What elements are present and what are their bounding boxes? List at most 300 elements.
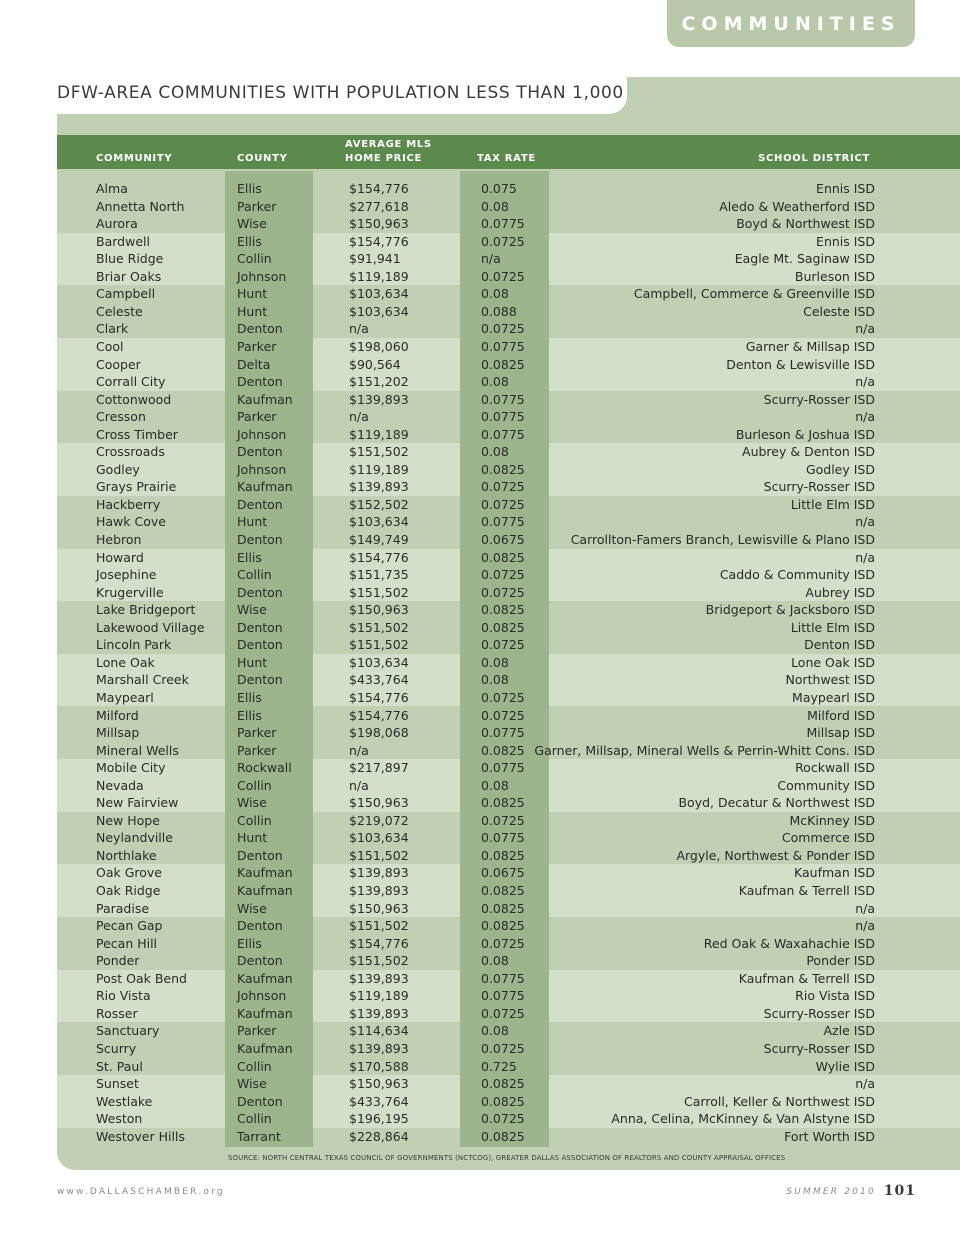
- tax-rate-cell: 0.08: [481, 198, 509, 214]
- community-cell: Briar Oaks: [96, 268, 162, 284]
- county-cell: Ellis: [237, 689, 262, 705]
- header-price-line2: HOME PRICE: [345, 153, 423, 164]
- county-cell: Denton: [237, 532, 283, 547]
- table-row: [57, 513, 960, 531]
- table-row: [57, 584, 960, 602]
- header-tax: TAX RATE: [477, 153, 536, 164]
- county-cell: Denton: [237, 1093, 283, 1109]
- school-district-cell: Lone Oak ISD: [791, 654, 875, 670]
- tax-rate-cell: 0.0725: [481, 233, 525, 249]
- county-cell: Parker: [237, 338, 277, 354]
- price-cell: $150,963: [349, 795, 409, 811]
- school-district-cell: Little Elm ISD: [790, 496, 875, 512]
- table-row: [57, 250, 960, 268]
- header-community: COMMUNITY: [96, 153, 173, 164]
- school-district-cell: McKinney ISD: [789, 812, 875, 828]
- county-cell: Wise: [237, 602, 267, 618]
- school-district-cell: Godley ISD: [805, 461, 875, 477]
- community-cell: Godley: [96, 461, 140, 477]
- school-district-cell: Scurry-Rosser ISD: [763, 479, 875, 495]
- school-district-cell: Celeste ISD: [803, 303, 875, 319]
- community-cell: Josephine: [96, 567, 157, 583]
- school-district-cell: Bridgeport & Jacksboro ISD: [705, 602, 875, 618]
- price-cell: $119,189: [349, 988, 409, 1004]
- table-row: [57, 1040, 960, 1058]
- price-cell: $433,764: [349, 1093, 409, 1109]
- school-district-cell: Ponder ISD: [806, 953, 875, 969]
- community-cell: Scurry: [96, 1040, 137, 1056]
- tax-rate-cell: 0.0775: [481, 391, 525, 407]
- tax-rate-cell: 0.0725: [481, 935, 525, 951]
- county-cell: Denton: [237, 496, 283, 512]
- price-cell: $139,893: [349, 883, 409, 898]
- community-cell: New Hope: [96, 812, 160, 828]
- tax-rate-cell: 0.0725: [481, 1111, 525, 1127]
- price-cell: $139,893: [349, 865, 409, 881]
- county-cell: Collin: [237, 251, 272, 267]
- table-row: [57, 1128, 960, 1146]
- table-row: [57, 426, 960, 444]
- county-cell: Ellis: [237, 707, 262, 723]
- table-row: [57, 742, 960, 760]
- school-district-cell: Aubrey ISD: [805, 584, 875, 600]
- community-cell: Hawk Cove: [96, 514, 166, 530]
- county-cell: Parker: [237, 198, 277, 214]
- table-row: [57, 549, 960, 567]
- school-district-cell: Maypearl ISD: [792, 689, 875, 705]
- school-district-cell: n/a: [855, 549, 875, 565]
- tax-rate-cell: 0.088: [481, 303, 517, 319]
- community-cell: St. Paul: [96, 1058, 143, 1074]
- header-price-line1: AVERAGE MLS: [345, 139, 432, 150]
- school-district-cell: Wylie ISD: [815, 1058, 875, 1074]
- tax-rate-cell: 0.0825: [481, 1093, 525, 1109]
- county-cell: Delta: [237, 356, 271, 372]
- price-cell: $114,634: [349, 1023, 409, 1039]
- community-cell: Crossroads: [96, 444, 165, 460]
- tax-rate-cell: 0.08: [481, 777, 509, 793]
- table-row: [57, 847, 960, 865]
- community-cell: Cross Timber: [96, 426, 178, 442]
- tax-rate-cell: 0.0725: [481, 268, 525, 284]
- table-row: [57, 654, 960, 672]
- price-cell: $139,893: [349, 1040, 409, 1056]
- county-cell: Parker: [237, 725, 277, 741]
- tax-rate-cell: 0.0725: [481, 584, 525, 600]
- price-cell: $150,963: [349, 1076, 409, 1092]
- tax-rate-cell: 0.0775: [481, 760, 525, 776]
- community-cell: Annetta North: [96, 198, 185, 214]
- price-cell: $119,189: [349, 461, 409, 477]
- price-cell: $154,776: [349, 549, 409, 565]
- footer-url: www.DALLASCHAMBER.org: [57, 1187, 225, 1197]
- price-cell: $151,502: [349, 847, 409, 863]
- school-district-cell: n/a: [855, 374, 875, 390]
- community-cell: Rio Vista: [96, 988, 151, 1004]
- tax-rate-cell: 0.08: [481, 1023, 509, 1039]
- table-row: [57, 285, 960, 303]
- price-cell: $151,735: [349, 567, 409, 583]
- county-cell: Kaufman: [237, 391, 293, 407]
- school-district-cell: Burleson ISD: [794, 268, 875, 284]
- price-cell: $151,502: [349, 953, 409, 969]
- county-cell: Denton: [237, 619, 283, 635]
- county-cell: Denton: [237, 584, 283, 600]
- price-cell: $277,618: [349, 198, 409, 214]
- community-cell: Pecan Gap: [96, 918, 163, 934]
- tax-rate-cell: 0.0775: [481, 426, 525, 442]
- table-row: [57, 478, 960, 496]
- table-row: [57, 391, 960, 409]
- community-cell: Mineral Wells: [96, 742, 179, 758]
- tax-rate-cell: 0.0725: [481, 707, 525, 723]
- table-row: [57, 566, 960, 584]
- table-row: [57, 952, 960, 970]
- tax-rate-cell: 0.0825: [481, 1128, 525, 1144]
- table-row: [57, 987, 960, 1005]
- tax-rate-cell: 0.0775: [481, 988, 525, 1004]
- school-district-cell: Commerce ISD: [781, 830, 875, 846]
- tax-rate-cell: 0.0825: [481, 356, 525, 372]
- table-row: [57, 759, 960, 777]
- tax-rate-cell: 0.0725: [481, 479, 525, 495]
- price-cell: $103,634: [349, 303, 409, 319]
- table-row: [57, 671, 960, 689]
- school-district-cell: Denton ISD: [804, 637, 875, 653]
- price-cell: n/a: [349, 777, 369, 793]
- tax-rate-cell: 0.0825: [481, 461, 525, 477]
- price-cell: $151,502: [349, 637, 409, 653]
- table-row: [57, 777, 960, 795]
- tax-rate-cell: 0.0825: [481, 847, 525, 863]
- community-cell: Lincoln Park: [96, 637, 172, 653]
- community-cell: Post Oak Bend: [96, 970, 187, 986]
- price-cell: $154,776: [349, 707, 409, 723]
- county-cell: Kaufman: [237, 883, 293, 898]
- header-school: SCHOOL DISTRICT: [758, 153, 870, 164]
- community-cell: Krugerville: [96, 584, 164, 600]
- county-cell: Wise: [237, 1076, 267, 1092]
- table-row: [57, 636, 960, 654]
- price-cell: $151,202: [349, 374, 409, 390]
- tax-rate-cell: 0.0675: [481, 865, 525, 881]
- school-district-cell: Ennis ISD: [816, 233, 875, 249]
- price-cell: n/a: [349, 409, 369, 425]
- table-row: [57, 970, 960, 988]
- community-cell: Lake Bridgeport: [96, 602, 196, 618]
- county-cell: Kaufman: [237, 865, 293, 881]
- table-row: [57, 198, 960, 216]
- price-cell: $151,502: [349, 584, 409, 600]
- tax-rate-cell: 0.0725: [481, 637, 525, 653]
- school-district-cell: Millsap ISD: [806, 725, 875, 741]
- price-cell: $150,963: [349, 216, 409, 232]
- community-cell: Nevada: [96, 777, 144, 793]
- table-row: [57, 443, 960, 461]
- tax-rate-cell: 0.0725: [481, 689, 525, 705]
- community-cell: Pecan Hill: [96, 935, 158, 951]
- community-cell: Rosser: [96, 1005, 138, 1021]
- school-district-cell: Scurry-Rosser ISD: [763, 1005, 875, 1021]
- price-cell: $151,502: [349, 918, 409, 934]
- school-district-cell: Scurry-Rosser ISD: [763, 1040, 875, 1056]
- tax-rate-cell: 0.075: [481, 181, 517, 196]
- community-cell: Maypearl: [96, 689, 154, 705]
- community-cell: Corrall City: [96, 374, 166, 390]
- tax-rate-cell: 0.0825: [481, 619, 525, 635]
- price-cell: $170,588: [349, 1058, 409, 1074]
- table-row: [57, 689, 960, 707]
- page-number: 101: [883, 1183, 916, 1199]
- county-cell: Johnson: [237, 461, 287, 477]
- school-district-cell: Burleson & Joshua ISD: [735, 426, 875, 442]
- county-cell: Rockwall: [237, 760, 292, 776]
- county-cell: Collin: [237, 812, 272, 828]
- county-cell: Denton: [237, 953, 283, 969]
- county-cell: Ellis: [237, 935, 262, 951]
- county-cell: Denton: [237, 637, 283, 653]
- price-cell: $139,893: [349, 391, 409, 407]
- tax-rate-cell: 0.0775: [481, 830, 525, 846]
- school-district-cell: Garner, Millsap, Mineral Wells & Perrin-Whitt Cons. ISD: [534, 742, 875, 758]
- school-district-cell: Aubrey & Denton ISD: [742, 444, 875, 460]
- price-cell: $154,776: [349, 233, 409, 249]
- tax-rate-cell: 0.0725: [481, 1005, 525, 1021]
- tax-rate-cell: 0.0825: [481, 549, 525, 565]
- school-district-cell: Caddo & Community ISD: [719, 567, 875, 583]
- school-district-cell: n/a: [855, 409, 875, 425]
- community-cell: Mobile City: [96, 760, 166, 776]
- county-cell: Johnson: [237, 426, 287, 442]
- tax-rate-cell: 0.08: [481, 374, 509, 390]
- table-row: [57, 935, 960, 953]
- price-cell: $154,776: [349, 689, 409, 705]
- price-cell: $154,776: [349, 935, 409, 951]
- community-cell: Oak Ridge: [96, 883, 161, 898]
- table-row: [57, 531, 960, 549]
- school-district-cell: Eagle Mt. Saginaw ISD: [734, 251, 875, 267]
- county-cell: Parker: [237, 409, 277, 425]
- community-cell: Celeste: [96, 303, 143, 319]
- tax-rate-cell: 0.0825: [481, 742, 525, 758]
- county-cell: Ellis: [237, 233, 262, 249]
- tax-rate-cell: 0.0775: [481, 970, 525, 986]
- community-cell: New Fairview: [96, 795, 179, 811]
- county-cell: Johnson: [237, 268, 287, 284]
- tax-rate-cell: 0.0825: [481, 795, 525, 811]
- tax-rate-cell: 0.0825: [481, 602, 525, 618]
- county-cell: Hunt: [237, 514, 268, 530]
- community-cell: Sunset: [96, 1076, 139, 1092]
- title-box: [57, 77, 627, 114]
- tax-rate-cell: 0.08: [481, 654, 509, 670]
- county-cell: Hunt: [237, 830, 268, 846]
- school-district-cell: n/a: [855, 1076, 875, 1092]
- price-cell: $219,072: [349, 812, 409, 828]
- tax-rate-cell: 0.0725: [481, 567, 525, 583]
- table-row: [57, 320, 960, 338]
- price-cell: $91,941: [349, 251, 401, 267]
- county-cell: Wise: [237, 900, 267, 916]
- community-cell: Oak Grove: [96, 865, 162, 881]
- tax-rate-cell: 0.0675: [481, 532, 525, 547]
- school-district-cell: n/a: [855, 514, 875, 530]
- price-cell: n/a: [349, 742, 369, 758]
- school-district-cell: Argyle, Northwest & Ponder ISD: [676, 847, 875, 863]
- price-cell: $139,893: [349, 1005, 409, 1021]
- table-row: [57, 1005, 960, 1023]
- county-cell: Kaufman: [237, 1005, 293, 1021]
- community-cell: Blue Ridge: [96, 251, 164, 267]
- tax-rate-cell: n/a: [481, 251, 501, 267]
- tax-rate-cell: 0.08: [481, 953, 509, 969]
- school-district-cell: Aledo & Weatherford ISD: [719, 198, 875, 214]
- tax-rate-cell: 0.0725: [481, 812, 525, 828]
- county-cell: Denton: [237, 672, 283, 688]
- school-district-cell: n/a: [855, 900, 875, 916]
- table-row: [57, 619, 960, 637]
- price-cell: $228,864: [349, 1128, 409, 1144]
- table-row: [57, 1075, 960, 1093]
- school-district-cell: Kaufman ISD: [794, 865, 875, 881]
- tax-rate-cell: 0.0825: [481, 918, 525, 934]
- community-cell: Paradise: [96, 900, 150, 916]
- school-district-cell: Anna, Celina, McKinney & Van Alstyne ISD: [611, 1111, 875, 1127]
- table-row: [57, 812, 960, 830]
- county-cell: Hunt: [237, 303, 268, 319]
- school-district-cell: Garner & Millsap ISD: [745, 338, 875, 354]
- county-cell: Collin: [237, 1111, 272, 1127]
- table-row: [57, 408, 960, 426]
- tax-rate-cell: 0.0825: [481, 883, 525, 898]
- table-row: [57, 882, 960, 900]
- price-cell: $151,502: [349, 619, 409, 635]
- county-cell: Denton: [237, 918, 283, 934]
- section-tab: COMMUNITIES: [667, 0, 915, 47]
- price-cell: $196,195: [349, 1111, 409, 1127]
- community-cell: Campbell: [96, 286, 156, 302]
- school-district-cell: Scurry-Rosser ISD: [763, 391, 875, 407]
- school-district-cell: Rockwall ISD: [795, 760, 875, 776]
- price-cell: $150,963: [349, 900, 409, 916]
- table-row: [57, 917, 960, 935]
- price-cell: $149,749: [349, 532, 409, 547]
- table-row: [57, 233, 960, 251]
- price-cell: $150,963: [349, 602, 409, 618]
- tax-rate-cell: 0.725: [481, 1058, 517, 1074]
- tax-rate-cell: 0.0825: [481, 900, 525, 916]
- table-header: [57, 135, 960, 169]
- price-cell: $103,634: [349, 830, 409, 846]
- community-cell: Millsap: [96, 725, 140, 741]
- county-cell: Collin: [237, 567, 272, 583]
- footer-season: SUMMER 2010: [786, 1187, 876, 1197]
- page-title: DFW-AREA COMMUNITIES WITH POPULATION LESS THAN 1,000: [57, 83, 624, 103]
- table-row: [57, 1093, 960, 1111]
- table-row: [57, 900, 960, 918]
- price-cell: $139,893: [349, 479, 409, 495]
- school-district-cell: Boyd, Decatur & Northwest ISD: [678, 795, 875, 811]
- tax-rate-cell: 0.08: [481, 286, 509, 302]
- price-cell: $198,068: [349, 725, 409, 741]
- table-row: [57, 829, 960, 847]
- table-row: [57, 215, 960, 233]
- school-district-cell: Rio Vista ISD: [795, 988, 875, 1004]
- school-district-cell: Community ISD: [777, 777, 875, 793]
- school-district-cell: Northwest ISD: [785, 672, 875, 688]
- school-district-cell: Ennis ISD: [816, 181, 875, 196]
- table-row: [57, 180, 960, 198]
- community-cell: Milford: [96, 707, 139, 723]
- table-row: [57, 794, 960, 812]
- county-cell: Denton: [237, 847, 283, 863]
- price-cell: $217,897: [349, 760, 409, 776]
- community-cell: Aurora: [96, 216, 138, 232]
- community-cell: Hebron: [96, 532, 142, 547]
- county-cell: Kaufman: [237, 970, 293, 986]
- school-district-cell: Kaufman & Terrell ISD: [738, 970, 875, 986]
- price-cell: $119,189: [349, 426, 409, 442]
- community-cell: Westover Hills: [96, 1128, 185, 1144]
- school-district-cell: Kaufman & Terrell ISD: [738, 883, 875, 898]
- community-cell: Alma: [96, 181, 128, 196]
- school-district-cell: Boyd & Northwest ISD: [736, 216, 875, 232]
- community-cell: Cooper: [96, 356, 141, 372]
- county-cell: Ellis: [237, 181, 262, 196]
- community-cell: Cresson: [96, 409, 146, 425]
- table-panel: [57, 77, 960, 1170]
- school-district-cell: Red Oak & Waxahachie ISD: [703, 935, 875, 951]
- community-cell: Weston: [96, 1111, 143, 1127]
- county-cell: Hunt: [237, 654, 268, 670]
- source-note: SOURCE: NORTH CENTRAL TEXAS COUNCIL OF GOVERNMENTS (NCTCOG), GREATER DALLAS ASSOCIATION OF REALTORS AND COUNTY APPRAISAL OFFICES: [228, 1154, 786, 1162]
- table-row: [57, 461, 960, 479]
- school-district-cell: n/a: [855, 918, 875, 934]
- school-district-cell: Campbell, Commerce & Greenville ISD: [633, 286, 875, 302]
- county-cell: Denton: [237, 374, 283, 390]
- table-row: [57, 864, 960, 882]
- county-cell: Kaufman: [237, 1040, 293, 1056]
- school-district-cell: Denton & Lewisville ISD: [726, 356, 875, 372]
- tax-rate-cell: 0.08: [481, 672, 509, 688]
- community-cell: Lone Oak: [96, 654, 155, 670]
- price-cell: $119,189: [349, 268, 409, 284]
- price-cell: n/a: [349, 321, 369, 337]
- county-cell: Parker: [237, 742, 277, 758]
- header-county: COUNTY: [237, 153, 288, 164]
- table-row: [57, 373, 960, 391]
- county-cell: Wise: [237, 216, 267, 232]
- county-cell: Denton: [237, 444, 283, 460]
- community-cell: Lakewood Village: [96, 619, 205, 635]
- community-cell: Bardwell: [96, 233, 150, 249]
- table-row: [57, 724, 960, 742]
- community-cell: Sanctuary: [96, 1023, 160, 1039]
- price-cell: $103,634: [349, 654, 409, 670]
- county-cell: Johnson: [237, 988, 287, 1004]
- price-cell: $103,634: [349, 286, 409, 302]
- school-district-cell: Fort Worth ISD: [784, 1128, 875, 1144]
- county-cell: Parker: [237, 1023, 277, 1039]
- community-cell: Ponder: [96, 953, 140, 969]
- table-row: [57, 1058, 960, 1076]
- price-cell: $90,564: [349, 356, 401, 372]
- table-row: [57, 496, 960, 514]
- price-cell: $152,502: [349, 496, 409, 512]
- table-row: [57, 303, 960, 321]
- county-cell: Tarrant: [237, 1128, 281, 1144]
- county-cell: Ellis: [237, 549, 262, 565]
